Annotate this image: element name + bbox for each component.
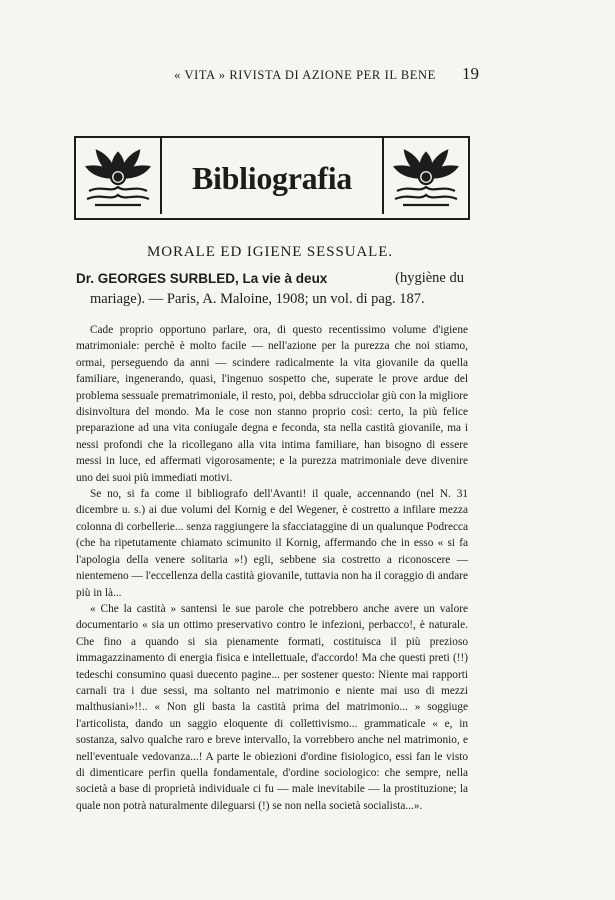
bibliographic-entry	[76, 268, 464, 310]
review-body	[76, 322, 468, 814]
left-ornament-panel	[76, 138, 162, 214]
lotus-ornament-icon	[389, 141, 463, 211]
section-title: MORALE ED IGIENE SESSUALE.	[147, 244, 393, 260]
entry-publication: mariage). — Paris, A. Maloine, 1908; un vol. di pag. 187.	[90, 291, 425, 307]
entry-author-title: Dr. GEORGES SURBLED, La vie à deux	[76, 271, 328, 286]
paragraph: « Che la castità » santensi le sue parole che potrebbero anche avere un valore documentario « sia un ottimo preservativo contro le infezioni, perbacco!, è naturale. Che fino a quando si sia pienamente formati, costituisca il più prezioso immagazzinamento di energia fisica e intellettuale, d'accordo! Ma che questi preti (!!) tedeschi consumino quasi duecento pagine... per sostener questo: Niente mai rapporti carnali tra i due sessi, ma soltanto nel matrimonio e niente mai uso di mezzi malthusiani»!!.. « Non gli basta la castità prima del matrimonio... » soggiuge l'articolista, dando un saggio eloquente di collettivismo... grammaticale « e, in sostanza, salvo qualche raro e breve intervallo, la vorrebbero anche nel matrimonio, e nell'eventuale vedovanza...! A parte le obiezioni d'ordine fisiologico, essi fan le visto di dimenticare perfin quella fondamentale, d'ordine sociologico: che sempre, nella società a base di proprietà individuale ci fu — male inevitabile — la prostituzione; la quale non potrà naturalmente dileguarsi (!) se non nella società socialista...».	[76, 602, 468, 812]
paragraph: Cade proprio opportuno parlare, ora, di questo recentissimo volume d'igiene matrimoniale: perchè è molto facile — nell'azione per la purezza che noi stiamo, ormai, perseguendo da anni — scindere radicalmente la vita giovanile da quella familiare, ingenerando, quasi, l'ingenuo sospetto che, superate le prove ardue del problema sessuale prematrimoniale, il resto, poi, debba sdrucciolar giù con la migliore disinvoltura del mondo. Ma le cose non stanno proprio così: certo, la più felice preparazione ad una vita coniugale degna e feconda, sta nella castità giovanile, ma i nessi profondi che la ricollegano alla vita intima familiare, han bisogno di essere messi in luce, ed affermati vigorosamente; e la purezza matrimoniale deve divenire uno dei suoi più immediati motivi.	[76, 324, 468, 484]
banner-title: Bibliografia	[192, 159, 352, 196]
right-ornament-panel	[382, 138, 468, 214]
bibliography-banner	[74, 136, 470, 220]
entry-subtitle: (hygiène du	[395, 270, 464, 286]
page-number: 19	[462, 64, 479, 83]
paragraph: Se no, si fa come il bibliografo dell'Avanti! il quale, accennando (nel N. 31 dicembre u. s.) ai due volumi del Kornig e del Wegener, è costretto a infilare mezza colonna di corbellerie... senza raggiungere la sfacciataggine di un qualunque Podrecca (che ha ripetutamente chiamato scimunito il Kornig, affermando che in esso « si fa l'apologia della venere solitaria »!) egli, sebbene sia costretto a riconoscere — nientemeno — l'eccellenza della castità giovanile, tuttavia non ha il coraggio di andare più in là...	[76, 488, 468, 599]
lotus-ornament-icon	[81, 141, 155, 211]
running-head: « VITA » RIVISTA DI AZIONE PER IL BENE	[174, 68, 436, 82]
